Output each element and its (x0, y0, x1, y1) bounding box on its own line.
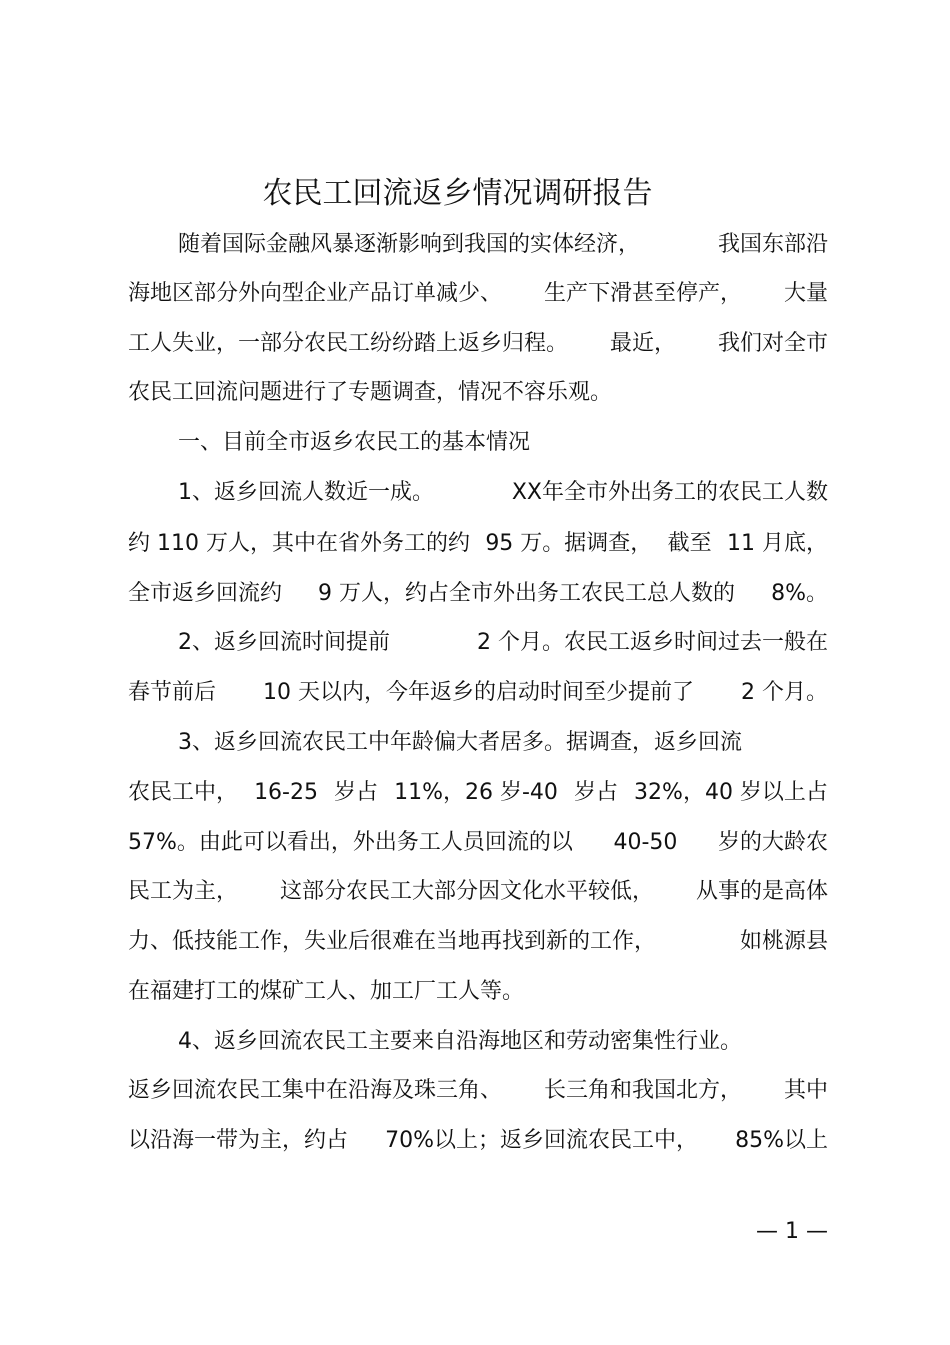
text-line (128, 972, 828, 1012)
text-segment: 其中 (783, 1078, 828, 1103)
text-line (178, 225, 828, 265)
text-line (128, 1071, 828, 1111)
text-segment: 全市返乡回流约 (128, 581, 283, 606)
text-segment: 11%，26 岁-40 (394, 780, 558, 805)
text-segment: 从事的是高体 (695, 879, 828, 904)
text-segment: 11 月底， (726, 531, 828, 556)
text-segment: 40-50 (613, 830, 678, 855)
text-segment: 32%，40 岁以上占 (634, 780, 828, 805)
text-segment: 这部分农民工大部分因文化水平较低， (279, 879, 654, 904)
text-line (128, 1121, 828, 1161)
text-segment: 2 个月。 (740, 680, 828, 705)
text-segment: 岁占 (334, 780, 379, 805)
text-segment: 大量 (783, 281, 828, 306)
text-segment: 2 个月。农民工返乡时间过去一般在 (477, 630, 828, 655)
text-segment: 一、目前全市返乡农民工的基本情况 (178, 430, 531, 455)
text-segment: 生产下滑甚至停产， (543, 281, 742, 306)
text-segment: 返乡回流农民工集中在沿海及珠三角、 (128, 1078, 503, 1103)
document-title: 农民工回流返乡情况调研报告 (262, 176, 653, 211)
text-segment: 95 万。据调查， (485, 531, 653, 556)
text-segment: 工人失业，一部分农民工纷纷踏上返乡归程。 (128, 331, 569, 356)
text-line (128, 324, 828, 364)
text-segment: 2、返乡回流时间提前 (178, 630, 390, 655)
text-segment: 1、返乡回流人数近一成。 (178, 480, 434, 505)
text-segment: 70%以上；返乡回流农民工中， (385, 1128, 698, 1153)
text-segment: 85%以上 (735, 1128, 828, 1153)
text-segment: 海地区部分外向型企业产品订单减少、 (128, 281, 503, 306)
text-segment: 力、低技能工作，失业后很难在当地再找到新的工作， (128, 929, 657, 954)
text-segment: 岁的大龄农 (717, 830, 828, 855)
text-segment: 民工为主， (128, 879, 239, 904)
text-segment: 3、返乡回流农民工中年龄偏大者居多。据调查，返乡回流 (178, 730, 742, 755)
text-line (178, 623, 828, 663)
text-line (128, 373, 828, 413)
text-line (128, 673, 828, 713)
text-line (178, 1022, 828, 1062)
text-segment: 长三角和我国北方， (543, 1078, 742, 1103)
text-segment: 10 天以内，今年返乡的启动时间至少提前了 (263, 680, 694, 705)
text-line (128, 872, 828, 912)
text-segment: 最近， (609, 331, 676, 356)
text-line (178, 473, 828, 513)
text-line (178, 423, 828, 463)
text-segment: 约 110 万人，其中在省外务工的约 (128, 531, 470, 556)
text-segment: 我们对全市 (717, 331, 828, 356)
text-segment: 随着国际金融风暴逐渐影响到我国的实体经济， (178, 232, 641, 257)
text-line (128, 274, 828, 314)
text-segment: 8%。 (771, 581, 828, 606)
text-line (128, 524, 828, 564)
text-line (128, 773, 828, 813)
text-segment: 岁占 (573, 780, 618, 805)
text-segment: 农民工回流问题进行了专题调查，情况不容乐观。 (128, 380, 613, 405)
text-segment: 截至 (667, 531, 712, 556)
text-segment: 9 万人，约占全市外出务工农民工总人数的 (318, 581, 736, 606)
text-segment: XX年全市外出务工的农民工人数 (511, 480, 828, 505)
text-line (178, 723, 828, 763)
text-segment: 16-25 (254, 780, 318, 805)
text-segment: 我国东部沿 (717, 232, 828, 257)
text-segment: 以沿海一带为主，约占 (128, 1128, 349, 1153)
text-segment: 如桃源县 (739, 929, 828, 954)
text-segment: 农民工中， (128, 780, 239, 805)
text-segment: 春节前后 (128, 680, 217, 705)
text-line (128, 574, 828, 614)
text-segment: 在福建打工的煤矿工人、加工厂工人等。 (128, 979, 525, 1004)
text-segment: 4、返乡回流农民工主要来自沿海地区和劳动密集性行业。 (178, 1029, 742, 1054)
text-line (128, 922, 828, 962)
page-number: — 1 — (756, 1219, 828, 1244)
text-line (128, 823, 828, 863)
text-segment: 57%。由此可以看出，外出务工人员回流的以 (128, 830, 573, 855)
